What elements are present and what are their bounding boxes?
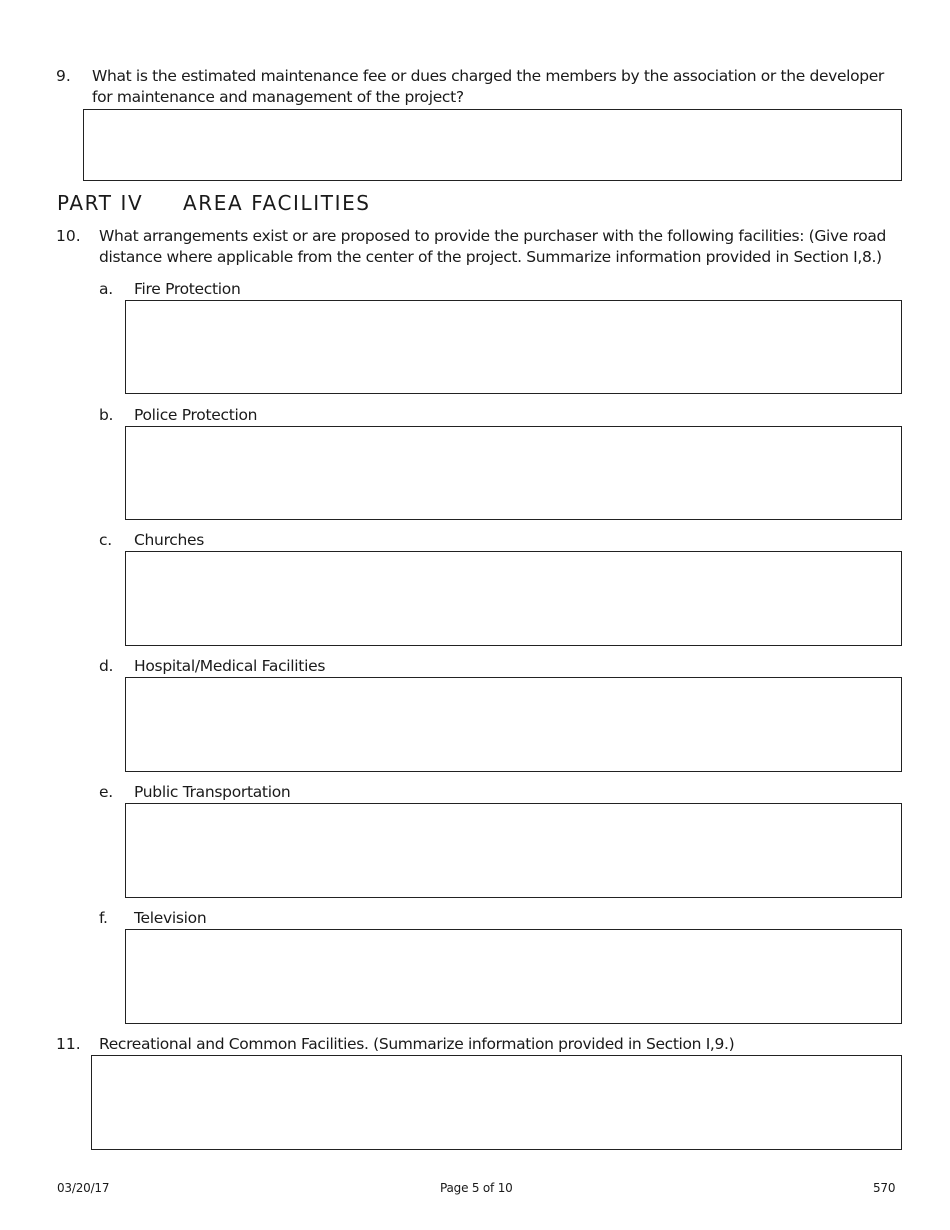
- fire-protection-label: Fire Protection: [134, 280, 241, 298]
- churches-label: Churches: [134, 531, 205, 549]
- television-label: Television: [134, 909, 207, 927]
- footer-page-number: Page 5 of 10: [440, 1181, 513, 1195]
- item-e-letter: e.: [99, 783, 113, 801]
- hospital-medical-answer-box[interactable]: [125, 677, 902, 772]
- part-iv-title: AREA FACILITIES: [183, 191, 371, 215]
- item-d-letter: d.: [99, 657, 114, 675]
- question-11-number: 11.: [56, 1035, 81, 1053]
- footer-date: 03/20/17: [57, 1181, 110, 1195]
- public-transportation-label: Public Transportation: [134, 783, 291, 801]
- fire-protection-answer-box[interactable]: [125, 300, 902, 394]
- police-protection-answer-box[interactable]: [125, 426, 902, 520]
- question-9-number: 9.: [56, 67, 71, 85]
- item-f-letter: f.: [99, 909, 108, 927]
- question-10-number: 10.: [56, 227, 81, 245]
- item-b-letter: b.: [99, 406, 114, 424]
- item-a-letter: a.: [99, 280, 113, 298]
- question-10-text: What arrangements exist or are proposed to provide the purchaser with the following facilities: (Give road distance where applicable from the center of the project. Summarize information provided in Section I,8.): [99, 227, 887, 266]
- public-transportation-answer-box[interactable]: [125, 803, 902, 898]
- churches-answer-box[interactable]: [125, 551, 902, 646]
- question-11-text: Recreational and Common Facilities. (Summarize information provided in Section I,9.): [99, 1035, 735, 1053]
- television-answer-box[interactable]: [125, 929, 902, 1024]
- question-11-answer-box[interactable]: [91, 1055, 902, 1150]
- part-iv-label: PART IV: [57, 191, 144, 215]
- police-protection-label: Police Protection: [134, 406, 258, 424]
- item-c-letter: c.: [99, 531, 112, 549]
- hospital-medical-label: Hospital/Medical Facilities: [134, 657, 326, 675]
- question-9-text: What is the estimated maintenance fee or dues charged the members by the association or the developer for maintenance and management of the project?: [92, 67, 884, 106]
- question-9-answer-box[interactable]: [83, 109, 902, 181]
- footer-form-number: 570: [873, 1181, 896, 1195]
